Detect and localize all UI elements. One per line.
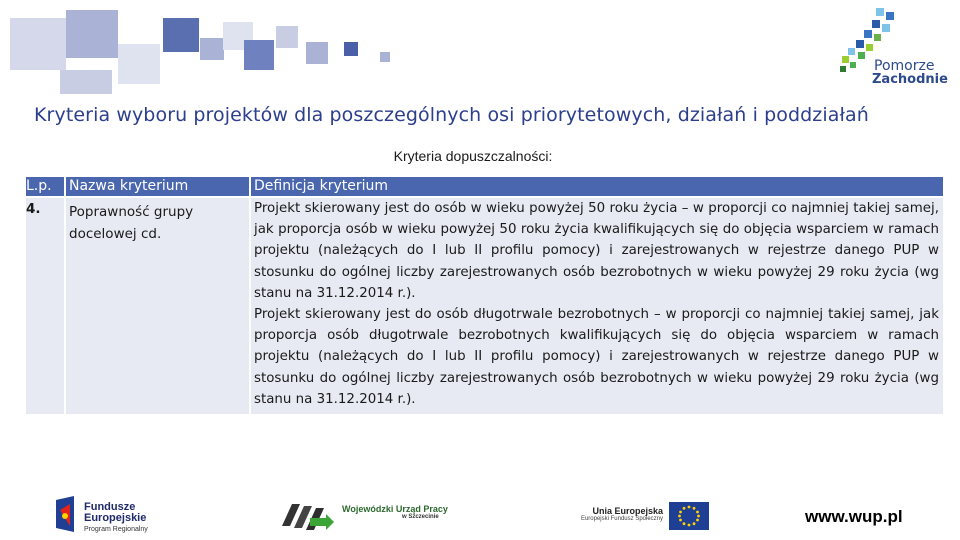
row-definition: [251, 198, 943, 414]
page-title: Kryteria wyboru projektów dla poszczególnych osi priorytetowych, działań i poddziałań: [34, 104, 869, 126]
row-name: Poprawność grupy docelowej cd.: [66, 198, 249, 414]
fe-line-1: Fundusze: [84, 501, 136, 513]
ue-line-2: Europejski Fundusz Społeczny: [580, 516, 663, 522]
website-link[interactable]: www.wup.pl: [805, 507, 903, 526]
header-definition: Definicja kryterium: [251, 177, 943, 196]
eu-flag-icon: [669, 502, 709, 530]
fe-line-3: Program Regionalny: [84, 526, 148, 533]
wup-logo: [280, 498, 450, 534]
header-name: Nazwa kryterium: [66, 177, 249, 196]
logo-line-1: Pomorze: [874, 58, 935, 74]
unia-europejska-logo: [573, 500, 713, 532]
pomorze-zachodnie-logo: [836, 6, 954, 86]
wup-line-2: w Szczecinie: [402, 514, 439, 520]
header-lp: L.p.: [26, 177, 64, 196]
definition-paragraph-2: Projekt skierowany jest do osób długotrwale bezrobotnych – w proporcji co najmniej takiej samej, jak proporcja osób długotrwale bezrobotnych kwalifikujących się do objęcia wsparciem w ramach projektu (należących do I lub II profilu pomocy) i zarejestrowanych w rejestrze danego PUP w stosunku do ogólnej liczby zarejestrowanych osób bezrobotnych w wieku powyżej 29 roku życia (wg stanu na 31.12.2014 r.).: [254, 307, 939, 407]
fundusze-europejskie-logo: [56, 496, 166, 536]
definition-paragraph-1: Projekt skierowany jest do osób w wieku powyżej 50 roku życia – w proporcji co najmniej takiej samej, jak proporcja osób w wieku powyżej 50 roku życia kwalifikujących się do objęcia wsparciem w ramach projektu (należących do I lub II profilu pomocy) i zarejestrowanych w rejestrze danego PUP w stosunku do ogólnej liczby zarejestrowanych osób bezrobotnych w wieku powyżej 29 roku życia (wg stanu na 31.12.2014 r.).: [254, 201, 939, 301]
logo-line-2: Zachodnie: [872, 72, 948, 87]
page-subtitle: Kryteria dopuszczalności:: [393, 148, 553, 164]
fe-line-2: Europejskie: [84, 512, 147, 524]
ue-line-1: Unia Europejska: [592, 506, 663, 516]
wup-mark-icon: [280, 498, 336, 534]
row-lp: 4.: [26, 198, 64, 414]
wup-line-1: Wojewódzki Urząd Pracy: [342, 504, 448, 514]
fe-flag-icon: [56, 496, 80, 532]
